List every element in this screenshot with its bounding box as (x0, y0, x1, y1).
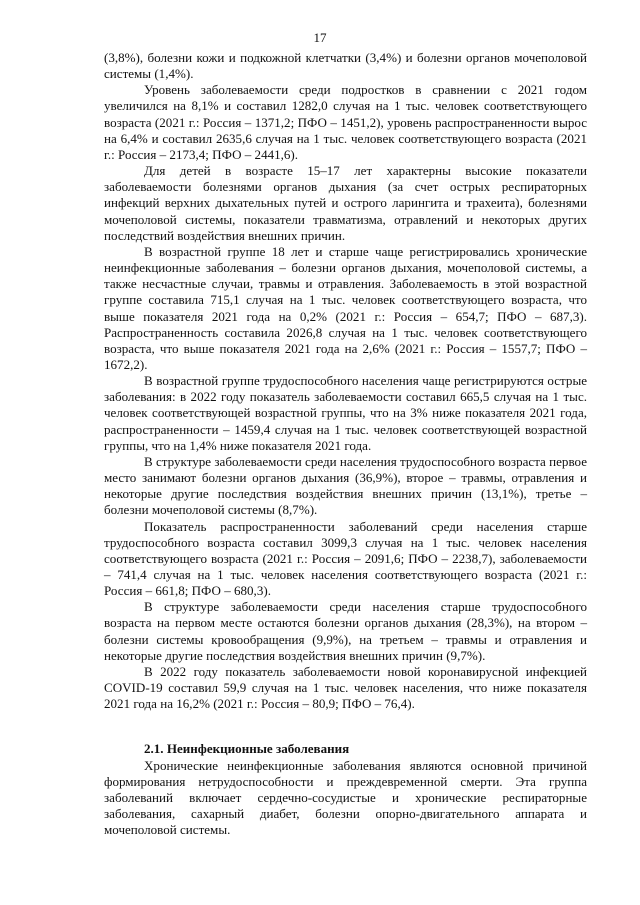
paragraph-continuation: (3,8%), болезни кожи и подкожной клетчатки (3,4%) и болезни органов мочеполовой системы (1,4%). (104, 50, 587, 82)
paragraph-adults-18-plus: В возрастной группе 18 лет и старше чаще регистрировались хронические неинфекционные заболевания – болезни органов дыхания, мочеполовой системы, а также несчастные случаи, травмы и отравления. Заболеваемость в этой возрастной группе составила 715,1 случая на 1 тыс. человек соответствующего возраста, что выше показателя 2021 года на 0,2% (2021 г.: Россия – 654,7; ПФО – 687,3). Распространенность составила 2026,8 случая на 1 тыс. человек соответствующего возраста, что выше показателя 2021 года на 2,6% (2021 г.: Россия – 1557,7; ПФО – 1672,2). (104, 243, 587, 372)
section-heading: 2.1. Неинфекционные заболевания (144, 741, 350, 757)
paragraph-working-age-structure: В структуре заболеваемости среди населения трудоспособного возраста первое место занимают болезни органов дыхания (36,9%), второе – травмы, отравления и некоторые другие последствия воздействия внешних причин (13,1%), третье – болезни мочеполовой системы (8,7%). (104, 453, 587, 518)
page-body (104, 50, 587, 838)
paragraph-children-15-17: Для детей в возрасте 15–17 лет характерны высокие показатели заболеваемости болезнями органов дыхания (за счет острых респираторных инфекций верхних дыхательных путей и острого ларингита и трахеита), болезнями мочеполовой системы, показатели травматизма, отравлений и некоторых других последствий воздействия внешних причин. (104, 163, 587, 243)
paragraph-noncommunicable: Хронические неинфекционные заболевания являются основной причиной формирования нетрудоспособности и преждевременной смерти. Эта группа заболеваний включает сердечно-сосудистые и хронические респираторные заболевания, сахарный диабет, болезни опорно-двигательного аппарата и мочеполовой системы. (104, 757, 587, 838)
paragraph-covid-19: В 2022 году показатель заболеваемости новой коронавирусной инфекцией COVID-19 составил 59,9 случая на 1 тыс. человек населения, что ниже показателя 2021 года на 16,2% (2021 г.: Россия – 80,9; ПФО – 76,4). (104, 663, 587, 712)
paragraph-working-age: В возрастной группе трудоспособного населения чаще регистрируются острые заболевания: в 2022 году показатель заболеваемости составил 665,5 случая на 1 тыс. человек соответствующей возрастной группы, что на 3% ниже показателя 2021 года, распространенности – 1459,4 случая на 1 тыс. человек соответствующей возрастной группы, что на 1,4% ниже показателя 2021 года. (104, 373, 587, 453)
page-number: 17 (313, 30, 327, 45)
paragraph-adolescent-morbidity: Уровень заболеваемости среди подростков в сравнении с 2021 годом увеличился на 8,1% и составил 1282,0 случая на 1 тыс. человек соответствующего возраста (2021 г.: Россия – 1371,2; ПФО – 1451,2), уровень распространенности вырос на 6,4% и составил 2635,6 случая на 1 тыс. человек соответствующего возраста (2021 г.: Россия – 2173,4; ПФО – 2441,6). (104, 82, 587, 162)
paragraph-older-structure: В структуре заболеваемости среди населения старше трудоспособного возраста на первом месте остаются болезни органов дыхания (28,3%), на втором – болезни системы кровообращения (9,9%), на третьем – травмы и отравления и некоторые другие последствия воздействия внешних причин (9,7%). (104, 599, 587, 663)
paragraph-older-prevalence: Показатель распространенности заболеваний среди населения старше трудоспособного возраста составил 3099,3 случая на 1 тыс. человек населения соответствующего возраста (2021 г.: Россия – 2091,6; ПФО – 2238,7), заболеваемости – 741,4 случая на 1 тыс. человек населения соответствующего возраста (2021 г.: Россия – 661,8; ПФО – 680,3). (104, 518, 587, 599)
